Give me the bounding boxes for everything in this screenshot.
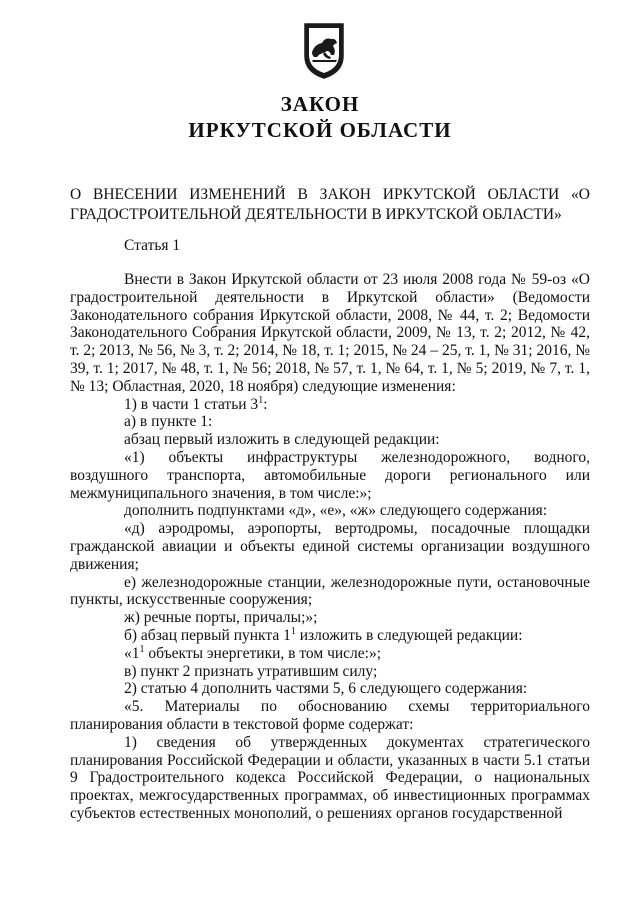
paragraph-6: «д) аэродромы, аэропорты, вертодромы, посадочные площадки гражданской авиации и объекты единой системы организации воздушного движения; [70, 520, 590, 573]
paragraph-8: ж) речные порты, причалы;»; [124, 609, 318, 627]
law-body [70, 271, 590, 823]
article-heading: Статья 1 [124, 237, 181, 254]
paragraph-7: е) железнодорожные станции, железнодорожные пути, остановочные пункты, искусственные сооружения; [70, 573, 590, 609]
intro-paragraph: Внести в Закон Иркутской области от 23 июля 2008 года № 59-оз «О градостроительной деятельности в Иркутской области» (Ведомости Законодательного собрания Иркутской области, 2008, № 44, т. 2; Ведомости Законодательного Собрания Иркутской области, 2009, № 13, т. 2; 2012, № 42, т. 2; 2013, № 56, № 3, т. 2; 2014, № 18, т. 1; 2015, № 24 – 25, т. 1, № 31; 2016, № 39, т. 1; 2017, № 48, т. 1, № 56; 2018, № 57, т. 1, № 64, т. 1, № 5; 2019, № 7, т. 1, № 13; Областная, 2020, 18 ноября) следующие изменения: [70, 271, 590, 395]
law-subject: О ВНЕСЕНИИ ИЗМЕНЕНИЙ В ЗАКОН ИРКУТСКОЙ ОБЛАСТИ «О ГРАДОСТРОИТЕЛЬНОЙ ДЕЯТЕЛЬНОСТИ В ИРКУТСКОЙ ОБЛАСТИ» [70, 186, 590, 223]
paragraph-14: 1) сведения об утвержденных документах стратегического планирования Российской Федерации и области, указанных в части 5.1 статьи 9 Градостроительного кодекса Российской Федерации, о национальных проектах, межгосударственных программах, об инвестиционных программах субъектов естественных монополий, о решениях органов государственной [70, 733, 590, 822]
region-title: ИРКУТСКОЙ ОБЛАСТИ [188, 118, 452, 142]
item-2: 2) статью 4 дополнить частями 5, 6 следующего содержания: [124, 680, 528, 698]
law-title: ЗАКОН [280, 92, 360, 116]
subitem-b: б) абзац первый пункта $1^1$ изложить в следующей редакции: [124, 625, 523, 644]
paragraph-5: дополнить подпунктами «д», «е», «ж» следующего содержания: [124, 502, 548, 520]
subitem-a: а) в пункте 1: [124, 413, 213, 431]
paragraph-3: абзац первый изложить в следующей редакции: [124, 431, 440, 449]
paragraph-10: «$1^1$ объекты энергетики, в том числе:»; [124, 643, 382, 662]
paragraph-13: «5. Материалы по обоснованию схемы территориального планирования области в текстовой форме содержат: [70, 698, 590, 733]
subitem-v: в) пункт 2 признать утратившим силу; [124, 662, 378, 680]
paragraph-4: «1) объекты инфраструктуры железнодорожного, водного, воздушного транспорта, автомобильные дороги регионального или межмуниципального значения, в том числе:»; [70, 448, 590, 502]
item-1: 1) в части 1 статьи $3^1$: [124, 394, 268, 413]
irkutsk-coat-of-arms-icon [303, 22, 345, 80]
